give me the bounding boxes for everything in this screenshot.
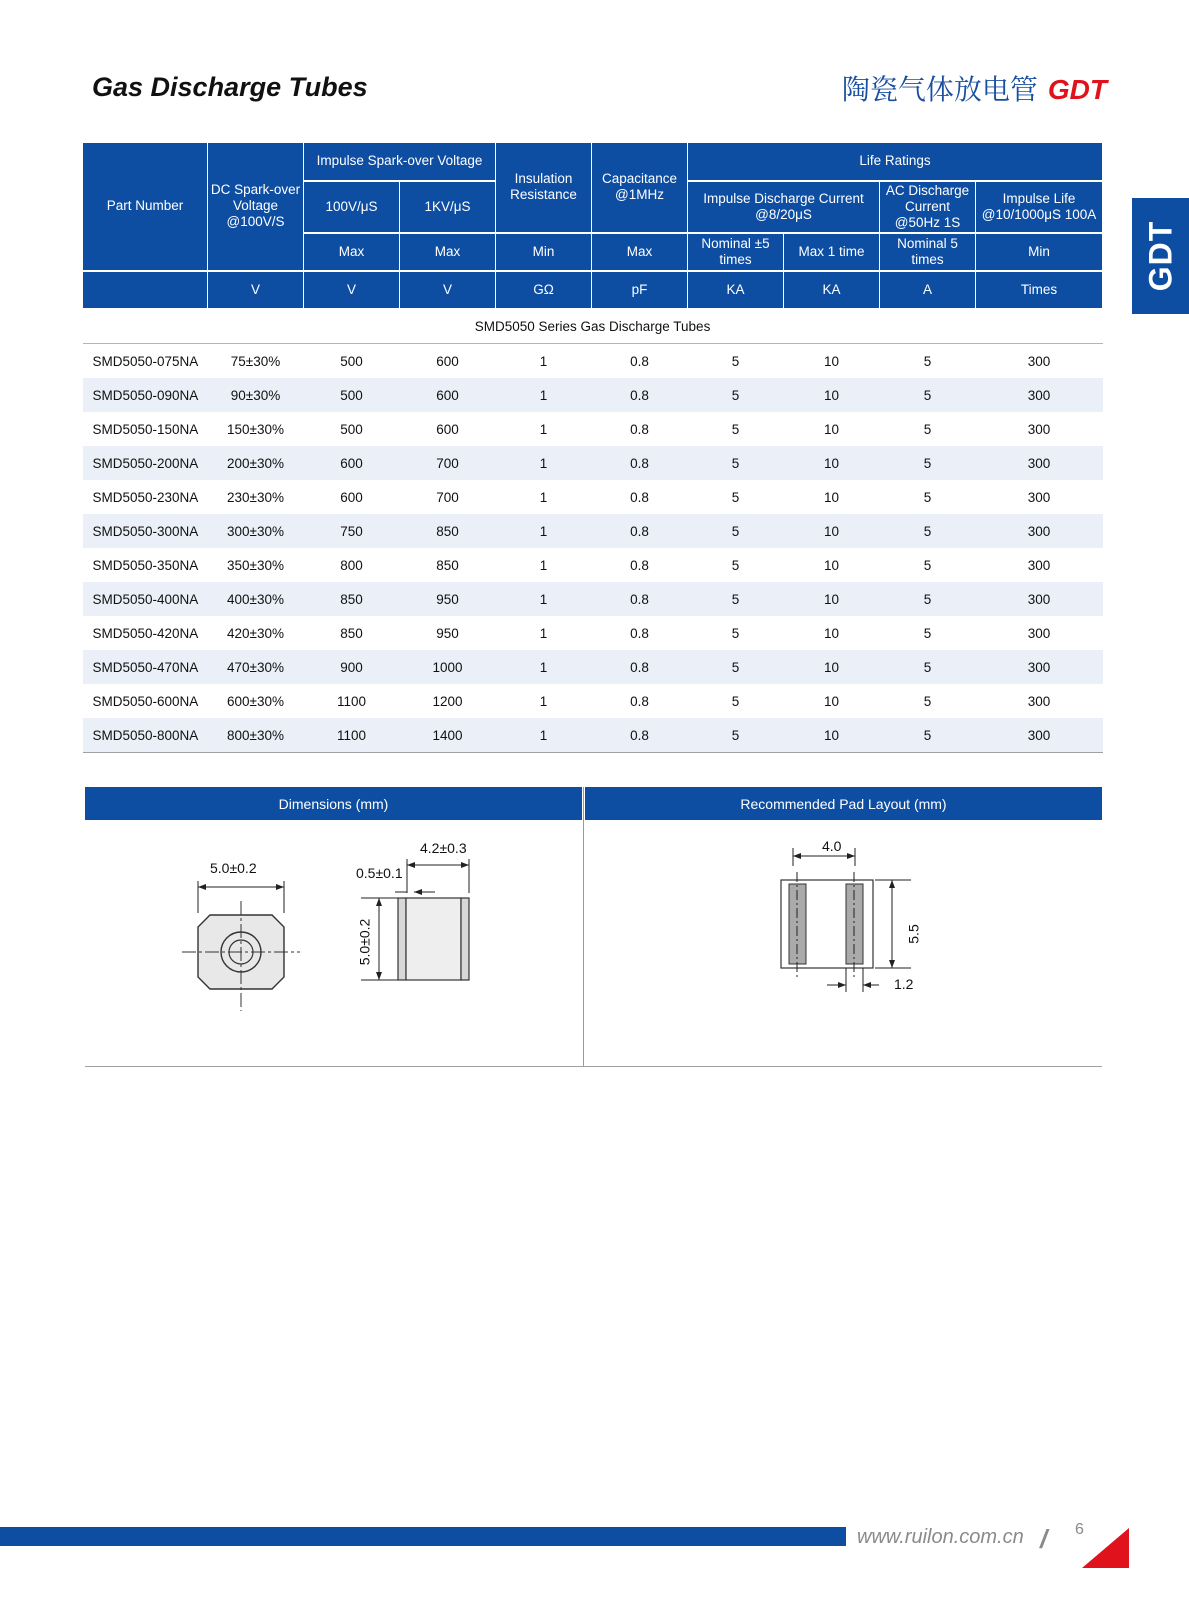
col-part-number: Part Number xyxy=(83,143,208,271)
table-cell: 300 xyxy=(976,480,1103,514)
table-cell: 10 xyxy=(784,616,880,650)
table-cell: 700 xyxy=(400,480,496,514)
pad-pitch-label: 4.0 xyxy=(822,838,842,854)
unit-v: V xyxy=(208,271,304,309)
table-cell: 230±30% xyxy=(208,480,304,514)
sub-max: Max xyxy=(304,233,400,271)
table-cell: 1 xyxy=(496,412,592,446)
footer-bar xyxy=(0,1527,846,1546)
table-row xyxy=(83,718,1103,753)
table-cell: 10 xyxy=(784,412,880,446)
unit-pf: pF xyxy=(592,271,688,309)
table-cell: 600 xyxy=(400,412,496,446)
table-cell: 5 xyxy=(880,446,976,480)
table-cell: 850 xyxy=(304,616,400,650)
footer-slash: / xyxy=(1040,1524,1048,1554)
part-number-cell: SMD5050-090NA xyxy=(83,378,208,412)
table-cell: 5 xyxy=(688,344,784,379)
table-cell: 0.8 xyxy=(592,378,688,412)
unit-a: A xyxy=(880,271,976,309)
table-cell: 0.8 xyxy=(592,548,688,582)
sub-min: Min xyxy=(976,233,1103,271)
table-cell: 300 xyxy=(976,378,1103,412)
side-tab-label: GDT xyxy=(1142,220,1178,292)
table-cell: 350±30% xyxy=(208,548,304,582)
sub-max-1time: Max 1 time xyxy=(784,233,880,271)
col-ac-discharge: AC Discharge Current @50Hz 1S xyxy=(880,181,976,233)
table-cell: 5 xyxy=(880,548,976,582)
table-cell: 5 xyxy=(688,514,784,548)
table-cell: 0.8 xyxy=(592,582,688,616)
table-cell: 5 xyxy=(688,616,784,650)
table-cell: 5 xyxy=(688,718,784,753)
table-cell: 5 xyxy=(688,650,784,684)
col-100v: 100V/μS xyxy=(304,181,400,233)
table-cell: 5 xyxy=(880,514,976,548)
table-cell: 300 xyxy=(976,344,1103,379)
table-cell: 5 xyxy=(688,412,784,446)
table-cell: 600 xyxy=(400,344,496,379)
side-tab xyxy=(1132,198,1189,314)
table-cell: 470±30% xyxy=(208,650,304,684)
table-cell: 10 xyxy=(784,684,880,718)
table-cell: 10 xyxy=(784,650,880,684)
table-cell: 0.8 xyxy=(592,344,688,379)
table-cell: 300 xyxy=(976,650,1103,684)
table-cell: 900 xyxy=(304,650,400,684)
spec-table xyxy=(82,142,1103,753)
table-cell: 1400 xyxy=(400,718,496,753)
table-cell: 5 xyxy=(688,582,784,616)
table-cell: 0.8 xyxy=(592,650,688,684)
page-number: 6 xyxy=(1075,1521,1084,1538)
col-1kv: 1KV/μS xyxy=(400,181,496,233)
sub-min: Min xyxy=(496,233,592,271)
table-cell: 5 xyxy=(688,446,784,480)
table-cell: 0.8 xyxy=(592,412,688,446)
table-cell: 300 xyxy=(976,412,1103,446)
side-height-label: 5.0±0.2 xyxy=(356,918,373,966)
table-cell: 400±30% xyxy=(208,582,304,616)
title-cn-text: 陶瓷气体放电管 xyxy=(841,74,1038,105)
table-cell: 850 xyxy=(400,514,496,548)
page-title-cn xyxy=(842,68,1107,108)
front-view-drawing xyxy=(180,865,310,1015)
unit-gohm: GΩ xyxy=(496,271,592,309)
table-cell: 150±30% xyxy=(208,412,304,446)
table-cell: 800±30% xyxy=(208,718,304,753)
table-cell: 1000 xyxy=(400,650,496,684)
cap-thickness-label: 0.5±0.1 xyxy=(356,865,403,881)
table-cell: 1 xyxy=(496,616,592,650)
table-cell: 0.8 xyxy=(592,446,688,480)
table-row xyxy=(83,684,1103,718)
table-cell: 600±30% xyxy=(208,684,304,718)
dimensions-section xyxy=(85,787,1102,1067)
part-number-cell: SMD5050-800NA xyxy=(83,718,208,753)
table-cell: 1100 xyxy=(304,684,400,718)
table-cell: 5 xyxy=(880,684,976,718)
table-cell: 420±30% xyxy=(208,616,304,650)
unit-v: V xyxy=(304,271,400,309)
table-cell: 1 xyxy=(496,650,592,684)
part-number-cell: SMD5050-470NA xyxy=(83,650,208,684)
col-impulse-life: Impulse Life @10/1000μS 100A xyxy=(976,181,1103,233)
table-cell: 850 xyxy=(304,582,400,616)
table-row xyxy=(83,412,1103,446)
part-number-cell: SMD5050-300NA xyxy=(83,514,208,548)
sub-nominal: Nominal 5 times xyxy=(880,233,976,271)
table-cell: 5 xyxy=(880,650,976,684)
table-cell: 300 xyxy=(976,718,1103,753)
table-cell: 600 xyxy=(400,378,496,412)
table-cell: 600 xyxy=(304,446,400,480)
table-cell: 500 xyxy=(304,344,400,379)
col-impulse-discharge: Impulse Discharge Current @8/20μS xyxy=(688,181,880,233)
table-cell: 300 xyxy=(976,684,1103,718)
table-row xyxy=(83,344,1103,379)
table-cell: 5 xyxy=(880,412,976,446)
pad-width-label: 1.2 xyxy=(894,976,914,992)
table-cell: 75±30% xyxy=(208,344,304,379)
table-cell: 1 xyxy=(496,378,592,412)
table-cell: 300 xyxy=(976,514,1103,548)
table-cell: 10 xyxy=(784,514,880,548)
table-row xyxy=(83,582,1103,616)
table-cell: 0.8 xyxy=(592,616,688,650)
table-row xyxy=(83,616,1103,650)
table-cell: 5 xyxy=(880,616,976,650)
table-cell: 1 xyxy=(496,582,592,616)
table-cell: 90±30% xyxy=(208,378,304,412)
table-cell: 600 xyxy=(304,480,400,514)
table-cell: 300 xyxy=(976,548,1103,582)
sub-max: Max xyxy=(400,233,496,271)
table-cell: 5 xyxy=(880,718,976,753)
part-number-cell: SMD5050-350NA xyxy=(83,548,208,582)
table-cell: 750 xyxy=(304,514,400,548)
pad-layout-title: Recommended Pad Layout (mm) xyxy=(585,787,1102,820)
table-cell: 10 xyxy=(784,548,880,582)
table-cell: 300 xyxy=(976,616,1103,650)
unit-v: V xyxy=(400,271,496,309)
front-width-label: 5.0±0.2 xyxy=(210,860,257,876)
table-cell: 1 xyxy=(496,480,592,514)
table-cell: 1 xyxy=(496,514,592,548)
table-row xyxy=(83,514,1103,548)
table-row xyxy=(83,378,1103,412)
table-cell: 5 xyxy=(880,378,976,412)
table-cell: 1 xyxy=(496,718,592,753)
table-cell: 1 xyxy=(496,548,592,582)
table-row xyxy=(83,480,1103,514)
page-title: Gas Discharge Tubes xyxy=(92,72,368,102)
side-depth-label: 4.2±0.3 xyxy=(420,840,467,856)
table-cell: 0.8 xyxy=(592,718,688,753)
table-row xyxy=(83,650,1103,684)
table-cell: 1 xyxy=(496,684,592,718)
col-impulse-spark: Impulse Spark-over Voltage xyxy=(304,143,496,181)
col-dc-spark: DC Spark-over Voltage @100V/S xyxy=(208,143,304,271)
table-cell: 850 xyxy=(400,548,496,582)
unit-blank xyxy=(83,271,208,309)
table-cell: 10 xyxy=(784,480,880,514)
table-cell: 950 xyxy=(400,582,496,616)
table-cell: 5 xyxy=(880,344,976,379)
table-cell: 300 xyxy=(976,446,1103,480)
table-cell: 1 xyxy=(496,344,592,379)
table-cell: 0.8 xyxy=(592,684,688,718)
section-divider xyxy=(583,787,584,1066)
table-cell: 5 xyxy=(688,684,784,718)
part-number-cell: SMD5050-400NA xyxy=(83,582,208,616)
part-number-cell: SMD5050-150NA xyxy=(83,412,208,446)
dimensions-title: Dimensions (mm) xyxy=(85,787,582,820)
sub-max: Max xyxy=(592,233,688,271)
sub-nominal: Nominal ±5 times xyxy=(688,233,784,271)
table-cell: 700 xyxy=(400,446,496,480)
unit-times: Times xyxy=(976,271,1103,309)
pad-length-label: 5.5 xyxy=(905,924,922,944)
series-title: SMD5050 Series Gas Discharge Tubes xyxy=(83,309,1103,344)
table-row xyxy=(83,446,1103,480)
corner-triangle-icon xyxy=(1082,1528,1129,1568)
table-cell: 800 xyxy=(304,548,400,582)
part-number-cell: SMD5050-420NA xyxy=(83,616,208,650)
part-number-cell: SMD5050-075NA xyxy=(83,344,208,379)
table-cell: 1100 xyxy=(304,718,400,753)
table-cell: 0.8 xyxy=(592,480,688,514)
title-cn-gdt: GDT xyxy=(1047,74,1107,105)
table-cell: 5 xyxy=(688,480,784,514)
table-cell: 200±30% xyxy=(208,446,304,480)
unit-ka: KA xyxy=(784,271,880,309)
part-number-cell: SMD5050-230NA xyxy=(83,480,208,514)
table-cell: 10 xyxy=(784,446,880,480)
table-cell: 5 xyxy=(880,480,976,514)
table-cell: 950 xyxy=(400,616,496,650)
unit-ka: KA xyxy=(688,271,784,309)
table-cell: 10 xyxy=(784,718,880,753)
table-cell: 500 xyxy=(304,378,400,412)
part-number-cell: SMD5050-200NA xyxy=(83,446,208,480)
col-life-ratings: Life Ratings xyxy=(688,143,1103,181)
table-cell: 10 xyxy=(784,378,880,412)
table-cell: 10 xyxy=(784,582,880,616)
table-cell: 5 xyxy=(688,548,784,582)
table-cell: 300±30% xyxy=(208,514,304,548)
table-cell: 1 xyxy=(496,446,592,480)
part-number-cell: SMD5050-600NA xyxy=(83,684,208,718)
col-insulation: Insulation Resistance xyxy=(496,143,592,233)
footer-url[interactable]: www.ruilon.com.cn xyxy=(857,1526,1024,1548)
table-cell: 1200 xyxy=(400,684,496,718)
table-cell: 5 xyxy=(880,582,976,616)
table-cell: 0.8 xyxy=(592,514,688,548)
table-cell: 500 xyxy=(304,412,400,446)
table-cell: 10 xyxy=(784,344,880,379)
table-cell: 300 xyxy=(976,582,1103,616)
col-capacitance: Capacitance @1MHz xyxy=(592,143,688,233)
table-row xyxy=(83,548,1103,582)
table-cell: 5 xyxy=(688,378,784,412)
